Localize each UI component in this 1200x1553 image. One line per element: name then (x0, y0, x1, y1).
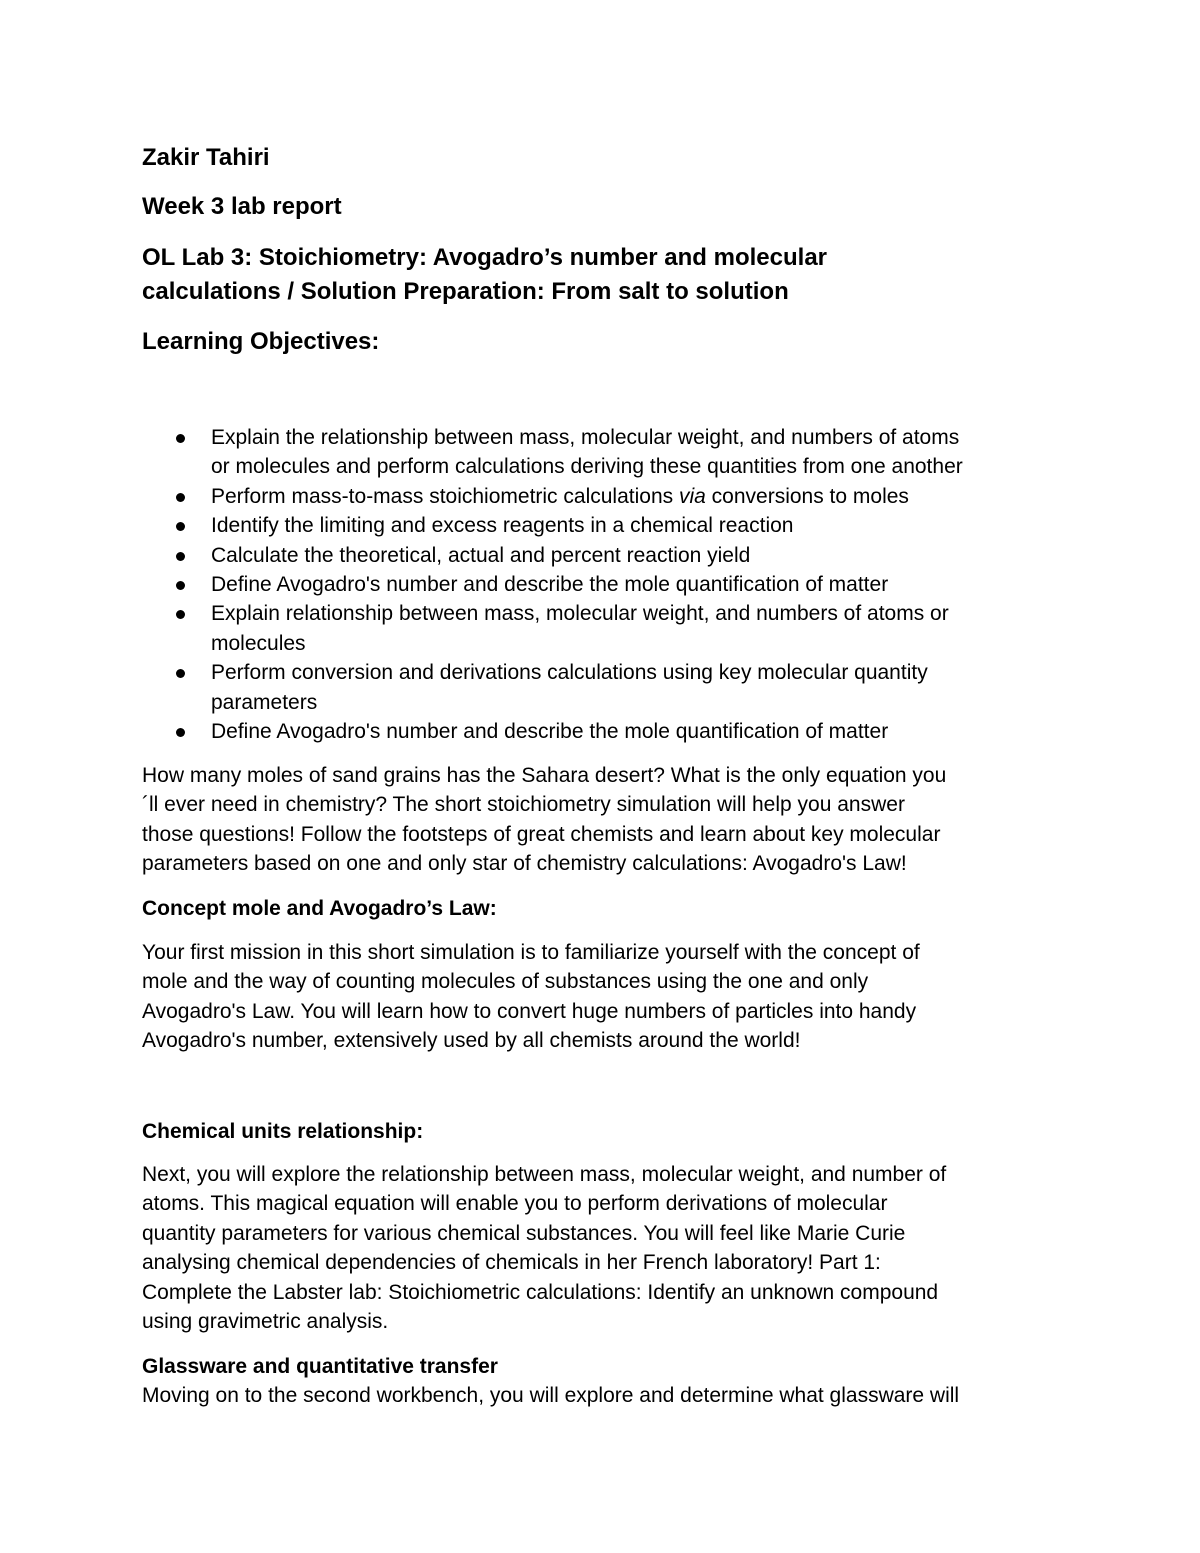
glassware-section-heading: Glassware and quantitative transfer (142, 1355, 498, 1378)
objective-item: Identify the limiting and excess reagents in a chemical reaction (142, 511, 1072, 540)
bullet-icon (176, 728, 185, 737)
bullet-icon (176, 522, 185, 531)
bullet-icon (176, 493, 185, 502)
bullet-icon (176, 669, 185, 678)
lab-title-line-1: OL Lab 3: Stoichiometry: Avogadro’s number and molecular (142, 244, 828, 271)
bullet-icon (176, 581, 185, 590)
objective-item: Define Avogadro's number and describe the mole quantification of matter (142, 717, 1072, 746)
units-section-paragraph: Next, you will explore the relationship between mass, molecular weight, and number of atoms. This magical equation will enable you to perform derivations of molecular quantity parameters for various chemical substances. You will feel like Marie Curie analysing chemical dependencies of chemicals in her French laboratory! Part 1: Complete the Labster lab: Stoichiometric calculations: Identify an unknown compound using gravimetric analysis. (142, 1163, 947, 1334)
mole-section-paragraph: Your first mission in this short simulation is to familiarize yourself with the concept of mole and the way of counting molecules of substances using the one and only Avogadro's Law. You will learn how to convert huge numbers of particles into handy Avogadro's number, extensively used by all chemists around the world! (142, 941, 920, 1053)
mole-section-heading: Concept mole and Avogadro’s Law: (142, 897, 497, 920)
units-section-heading: Chemical units relationship: (142, 1120, 424, 1143)
author-name: Zakir Tahiri (142, 144, 270, 171)
report-title: Week 3 lab report (142, 193, 342, 220)
objective-item: Explain the relationship between mass, molecular weight, and numbers of atoms or molecules and perform calculations deriving these quantities from one another (142, 423, 1072, 482)
objective-item: Perform mass-to-mass stoichiometric calculations via conversions to moles (142, 482, 1072, 511)
bullet-icon (176, 434, 185, 443)
objective-item: Explain relationship between mass, molecular weight, and numbers of atoms or molecules (142, 599, 1072, 658)
objectives-heading: Learning Objectives: (142, 328, 380, 355)
objective-item: Define Avogadro's number and describe the mole quantification of matter (142, 570, 1072, 599)
bullet-icon (176, 552, 185, 561)
objectives-list (142, 423, 1072, 746)
lab-title-line-2: calculations / Solution Preparation: From salt to solution (142, 278, 789, 305)
intro-paragraph: How many moles of sand grains has the Sahara desert? What is the only equation you ´ll ever need in chemistry? The short stoichiometry simulation will help you answer those questions! Follow the footsteps of great chemists and learn about key molecular parameters based on one and only star of chemistry calculations: Avogadro's Law! (142, 764, 947, 876)
glassware-section-paragraph: Moving on to the second workbench, you will explore and determine what glassware will (142, 1384, 960, 1407)
objective-item: Perform conversion and derivations calculations using key molecular quantity parameters (142, 658, 1072, 717)
bullet-icon (176, 610, 185, 619)
objective-item: Calculate the theoretical, actual and percent reaction yield (142, 541, 1072, 570)
